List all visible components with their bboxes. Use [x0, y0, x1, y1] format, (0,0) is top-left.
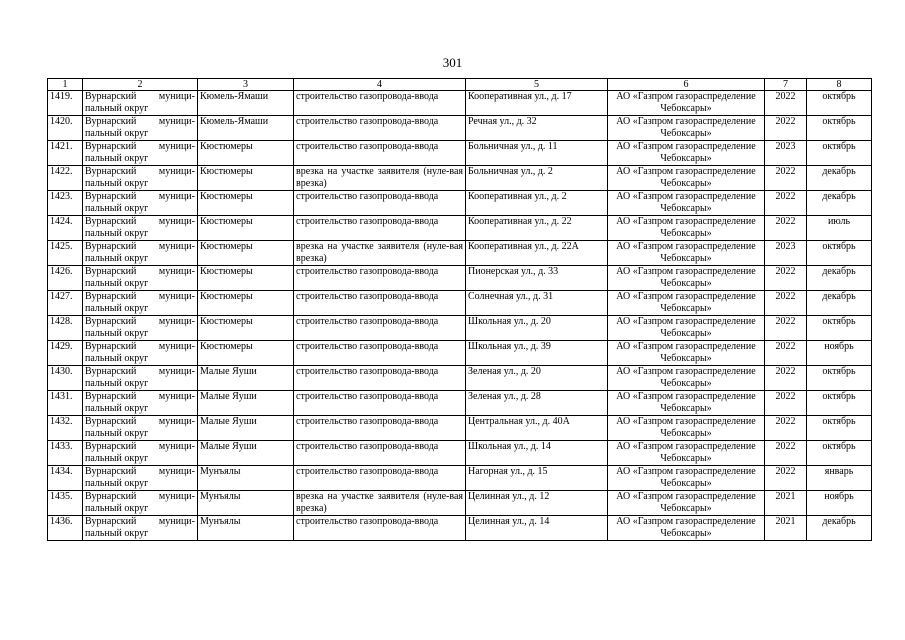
district-cell: Вурнарский муници-пальный округ [83, 391, 198, 416]
row-number-cell: 1431. [48, 391, 83, 416]
table-row [48, 191, 872, 216]
table-row [48, 241, 872, 266]
district-cell: Вурнарский муници-пальный округ [83, 416, 198, 441]
table-row [48, 516, 872, 541]
address-cell: Кооперативная ул., д. 17 [466, 91, 608, 116]
work-type-cell: строительство газопровода-ввода [294, 466, 466, 491]
settlement-cell: Малые Яуши [198, 366, 294, 391]
row-number-cell: 1433. [48, 441, 83, 466]
district-cell: Вурнарский муници-пальный округ [83, 466, 198, 491]
month-cell: октябрь [807, 441, 872, 466]
year-cell: 2021 [765, 516, 807, 541]
work-type-cell: строительство газопровода-ввода [294, 316, 466, 341]
row-number-cell: 1432. [48, 416, 83, 441]
district-cell: Вурнарский муници-пальный округ [83, 116, 198, 141]
column-number-row [48, 79, 872, 91]
column-header: 6 [608, 79, 765, 91]
row-number-cell: 1428. [48, 316, 83, 341]
table-row [48, 316, 872, 341]
row-number-cell: 1423. [48, 191, 83, 216]
organization-cell: АО «Газпром газораспределение Чебоксары» [608, 241, 765, 266]
month-cell: октябрь [807, 391, 872, 416]
table-row [48, 91, 872, 116]
table-row [48, 216, 872, 241]
district-cell: Вурнарский муници-пальный округ [83, 216, 198, 241]
year-cell: 2022 [765, 166, 807, 191]
organization-cell: АО «Газпром газораспределение Чебоксары» [608, 266, 765, 291]
month-cell: декабрь [807, 191, 872, 216]
settlement-cell: Кюстюмеры [198, 341, 294, 366]
month-cell: декабрь [807, 516, 872, 541]
column-header: 3 [198, 79, 294, 91]
settlement-cell: Кюстюмеры [198, 141, 294, 166]
year-cell: 2022 [765, 91, 807, 116]
table-row [48, 366, 872, 391]
address-cell: Школьная ул., д. 39 [466, 341, 608, 366]
settlement-cell: Малые Яуши [198, 391, 294, 416]
address-cell: Целинная ул., д. 14 [466, 516, 608, 541]
district-cell: Вурнарский муници-пальный округ [83, 441, 198, 466]
address-cell: Зеленая ул., д. 20 [466, 366, 608, 391]
settlement-cell: Малые Яуши [198, 416, 294, 441]
year-cell: 2022 [765, 466, 807, 491]
month-cell: октябрь [807, 416, 872, 441]
month-cell: октябрь [807, 141, 872, 166]
address-cell: Пионерская ул., д. 33 [466, 266, 608, 291]
district-cell: Вурнарский муници-пальный округ [83, 491, 198, 516]
settlement-cell: Малые Яуши [198, 441, 294, 466]
organization-cell: АО «Газпром газораспределение Чебоксары» [608, 416, 765, 441]
month-cell: декабрь [807, 291, 872, 316]
organization-cell: АО «Газпром газораспределение Чебоксары» [608, 291, 765, 316]
organization-cell: АО «Газпром газораспределение Чебоксары» [608, 91, 765, 116]
year-cell: 2022 [765, 266, 807, 291]
year-cell: 2022 [765, 416, 807, 441]
work-type-cell: врезка на участке заявителя (нуле-вая врезка) [294, 491, 466, 516]
organization-cell: АО «Газпром газораспределение Чебоксары» [608, 466, 765, 491]
column-header: 4 [294, 79, 466, 91]
work-type-cell: строительство газопровода-ввода [294, 291, 466, 316]
table-row [48, 341, 872, 366]
table-row [48, 491, 872, 516]
column-header: 5 [466, 79, 608, 91]
year-cell: 2022 [765, 291, 807, 316]
settlement-cell: Мунъялы [198, 516, 294, 541]
month-cell: ноябрь [807, 491, 872, 516]
table-row [48, 291, 872, 316]
year-cell: 2022 [765, 316, 807, 341]
organization-cell: АО «Газпром газораспределение Чебоксары» [608, 166, 765, 191]
settlement-cell: Мунъялы [198, 466, 294, 491]
district-cell: Вурнарский муници-пальный округ [83, 91, 198, 116]
address-cell: Зеленая ул., д. 28 [466, 391, 608, 416]
month-cell: октябрь [807, 91, 872, 116]
district-cell: Вурнарский муници-пальный округ [83, 341, 198, 366]
work-type-cell: строительство газопровода-ввода [294, 391, 466, 416]
address-cell: Целинная ул., д. 12 [466, 491, 608, 516]
address-cell: Кооперативная ул., д. 2 [466, 191, 608, 216]
table-row [48, 116, 872, 141]
work-type-cell: строительство газопровода-ввода [294, 516, 466, 541]
district-cell: Вурнарский муници-пальный округ [83, 291, 198, 316]
address-cell: Центральная ул., д. 40А [466, 416, 608, 441]
district-cell: Вурнарский муници-пальный округ [83, 316, 198, 341]
work-type-cell: строительство газопровода-ввода [294, 441, 466, 466]
year-cell: 2023 [765, 141, 807, 166]
work-type-cell: врезка на участке заявителя (нуле-вая врезка) [294, 166, 466, 191]
row-number-cell: 1421. [48, 141, 83, 166]
work-type-cell: строительство газопровода-ввода [294, 141, 466, 166]
table-row [48, 466, 872, 491]
row-number-cell: 1435. [48, 491, 83, 516]
organization-cell: АО «Газпром газораспределение Чебоксары» [608, 141, 765, 166]
address-cell: Кооперативная ул., д. 22А [466, 241, 608, 266]
month-cell: октябрь [807, 316, 872, 341]
table-row [48, 441, 872, 466]
work-type-cell: строительство газопровода-ввода [294, 216, 466, 241]
address-cell: Школьная ул., д. 14 [466, 441, 608, 466]
district-cell: Вурнарский муници-пальный округ [83, 241, 198, 266]
year-cell: 2021 [765, 491, 807, 516]
address-cell: Нагорная ул., д. 15 [466, 466, 608, 491]
year-cell: 2022 [765, 441, 807, 466]
year-cell: 2022 [765, 341, 807, 366]
district-cell: Вурнарский муници-пальный округ [83, 191, 198, 216]
gas-connection-table [47, 78, 872, 541]
table-row [48, 266, 872, 291]
organization-cell: АО «Газпром газораспределение Чебоксары» [608, 491, 765, 516]
settlement-cell: Кюстюмеры [198, 316, 294, 341]
organization-cell: АО «Газпром газораспределение Чебоксары» [608, 366, 765, 391]
month-cell: январь [807, 466, 872, 491]
work-type-cell: строительство газопровода-ввода [294, 341, 466, 366]
row-number-cell: 1427. [48, 291, 83, 316]
organization-cell: АО «Газпром газораспределение Чебоксары» [608, 391, 765, 416]
row-number-cell: 1422. [48, 166, 83, 191]
work-type-cell: строительство газопровода-ввода [294, 116, 466, 141]
year-cell: 2022 [765, 191, 807, 216]
work-type-cell: строительство газопровода-ввода [294, 266, 466, 291]
row-number-cell: 1426. [48, 266, 83, 291]
address-cell: Больничная ул., д. 11 [466, 141, 608, 166]
organization-cell: АО «Газпром газораспределение Чебоксары» [608, 316, 765, 341]
settlement-cell: Кюстюмеры [198, 266, 294, 291]
table-body [48, 91, 872, 541]
work-type-cell: строительство газопровода-ввода [294, 91, 466, 116]
column-header: 8 [807, 79, 872, 91]
month-cell: июль [807, 216, 872, 241]
work-type-cell: строительство газопровода-ввода [294, 191, 466, 216]
settlement-cell: Кюмель-Ямаши [198, 91, 294, 116]
organization-cell: АО «Газпром газораспределение Чебоксары» [608, 191, 765, 216]
row-number-cell: 1430. [48, 366, 83, 391]
month-cell: октябрь [807, 241, 872, 266]
settlement-cell: Кюстюмеры [198, 191, 294, 216]
work-type-cell: врезка на участке заявителя (нуле-вая врезка) [294, 241, 466, 266]
address-cell: Школьная ул., д. 20 [466, 316, 608, 341]
year-cell: 2022 [765, 116, 807, 141]
address-cell: Речная ул., д. 32 [466, 116, 608, 141]
organization-cell: АО «Газпром газораспределение Чебоксары» [608, 441, 765, 466]
table-row [48, 141, 872, 166]
address-cell: Солнечная ул., д. 31 [466, 291, 608, 316]
year-cell: 2022 [765, 391, 807, 416]
column-header: 2 [83, 79, 198, 91]
settlement-cell: Кюстюмеры [198, 291, 294, 316]
district-cell: Вурнарский муници-пальный округ [83, 516, 198, 541]
organization-cell: АО «Газпром газораспределение Чебоксары» [608, 341, 765, 366]
settlement-cell: Кюстюмеры [198, 241, 294, 266]
address-cell: Больничная ул., д. 2 [466, 166, 608, 191]
year-cell: 2022 [765, 216, 807, 241]
row-number-cell: 1419. [48, 91, 83, 116]
organization-cell: АО «Газпром газораспределение Чебоксары» [608, 516, 765, 541]
district-cell: Вурнарский муници-пальный округ [83, 141, 198, 166]
month-cell: декабрь [807, 266, 872, 291]
district-cell: Вурнарский муници-пальный округ [83, 366, 198, 391]
settlement-cell: Мунъялы [198, 491, 294, 516]
settlement-cell: Кюстюмеры [198, 166, 294, 191]
work-type-cell: строительство газопровода-ввода [294, 416, 466, 441]
district-cell: Вурнарский муници-пальный округ [83, 166, 198, 191]
row-number-cell: 1434. [48, 466, 83, 491]
column-header: 7 [765, 79, 807, 91]
page-number: 301 [442, 55, 463, 70]
address-cell: Кооперативная ул., д. 22 [466, 216, 608, 241]
row-number-cell: 1424. [48, 216, 83, 241]
table-row [48, 166, 872, 191]
month-cell: октябрь [807, 366, 872, 391]
settlement-cell: Кюмель-Ямаши [198, 116, 294, 141]
row-number-cell: 1436. [48, 516, 83, 541]
table-row [48, 416, 872, 441]
settlement-cell: Кюстюмеры [198, 216, 294, 241]
row-number-cell: 1429. [48, 341, 83, 366]
organization-cell: АО «Газпром газораспределение Чебоксары» [608, 216, 765, 241]
row-number-cell: 1420. [48, 116, 83, 141]
row-number-cell: 1425. [48, 241, 83, 266]
month-cell: октябрь [807, 116, 872, 141]
column-header: 1 [48, 79, 83, 91]
table-row [48, 391, 872, 416]
year-cell: 2023 [765, 241, 807, 266]
month-cell: декабрь [807, 166, 872, 191]
year-cell: 2022 [765, 366, 807, 391]
work-type-cell: строительство газопровода-ввода [294, 366, 466, 391]
organization-cell: АО «Газпром газораспределение Чебоксары» [608, 116, 765, 141]
month-cell: ноябрь [807, 341, 872, 366]
district-cell: Вурнарский муници-пальный округ [83, 266, 198, 291]
